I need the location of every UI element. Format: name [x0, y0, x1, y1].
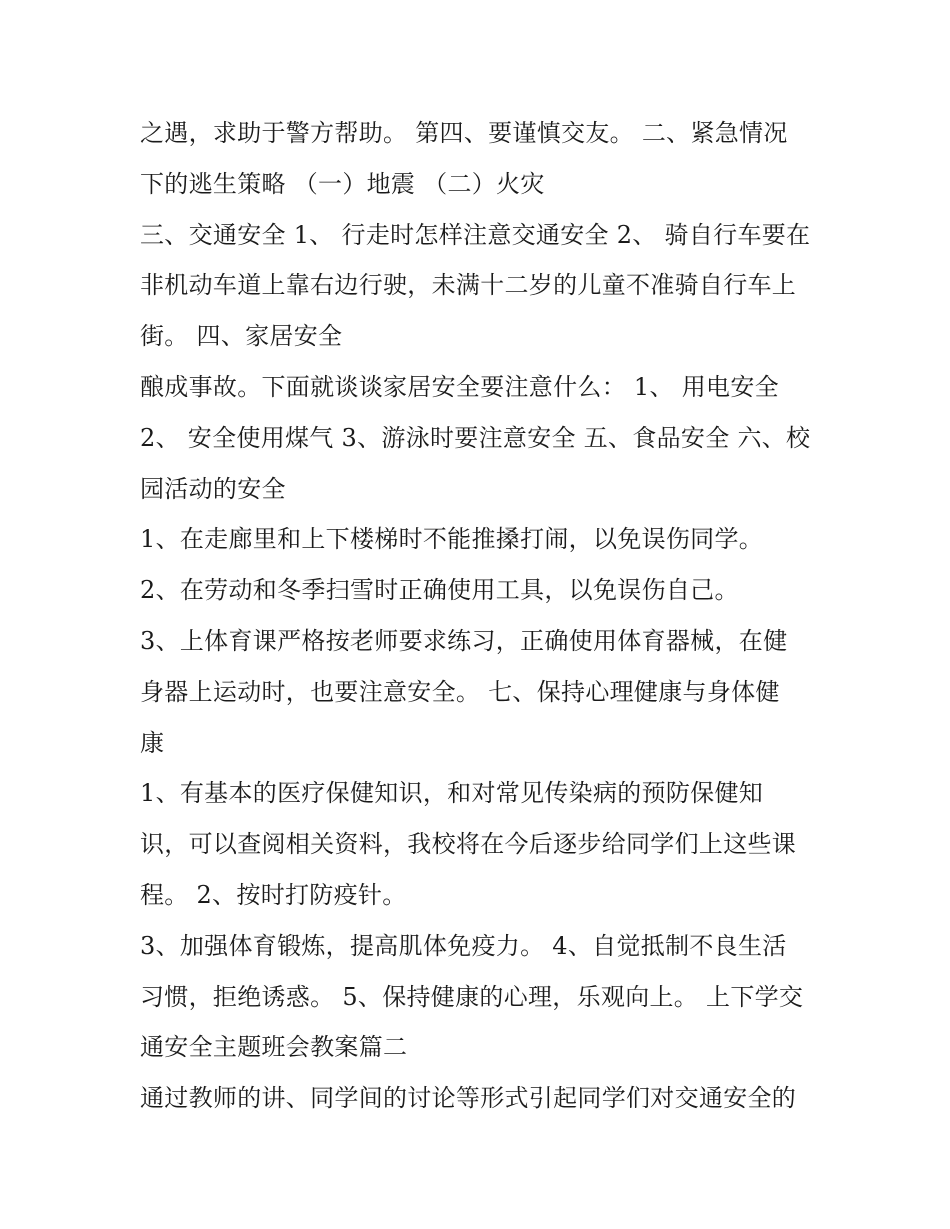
text-line: 1、在走廊里和上下楼梯时不能推搡打闹，以免误伤同学。: [140, 525, 764, 554]
text-line: 身器上运动时，也要注意安全。 七、保持心理健康与身体健: [140, 677, 780, 706]
text-line: 习惯，拒绝诱惑。 5、保持健康的心理，乐观向上。 上下学交: [140, 982, 804, 1011]
text-line: 康: [140, 728, 165, 757]
text-line: 1、有基本的医疗保健知识，和对常见传染病的预防保健知: [140, 779, 764, 808]
text-line: 3、加强体育锻炼，提高肌体免疫力。 4、自觉抵制不良生活: [140, 931, 787, 960]
text-line: 非机动车道上靠右边行驶，未满十二岁的儿童不准骑自行车上: [140, 271, 797, 300]
text-line: 酿成事故。下面就谈谈家居安全要注意什么： 1、 用电安全: [140, 372, 779, 401]
text-line: 下的逃生策略 （一）地震 （二）火灾: [140, 169, 545, 198]
text-line: 识，可以查阅相关资料，我校将在今后逐步给同学们上这些课: [140, 830, 797, 859]
text-line: 园活动的安全: [140, 474, 286, 503]
text-line: 通过教师的讲、同学间的讨论等形式引起同学们对交通安全的: [140, 1084, 797, 1113]
text-line: 2、在劳动和冬季扫雪时正确使用工具，以免误伤自己。: [140, 576, 739, 605]
text-line: 三、交通安全 1、 行走时怎样注意交通安全 2、 骑自行车要在: [140, 220, 811, 249]
text-line: 3、上体育课严格按老师要求练习，正确使用体育器械，在健: [140, 626, 788, 655]
text-line: 街。 四、家居安全: [140, 322, 343, 351]
text-line: 2、 安全使用煤气 3、游泳时要注意安全 五、食品安全 六、校: [140, 423, 811, 452]
text-line: 之遇，求助于警方帮助。 第四、要谨慎交友。 二、紧急情况: [140, 119, 788, 147]
document-body: [140, 108, 830, 1124]
text-line: 通安全主题班会教案篇二: [140, 1033, 408, 1062]
text-line: 程。 2、按时打防疫针。: [140, 880, 407, 909]
